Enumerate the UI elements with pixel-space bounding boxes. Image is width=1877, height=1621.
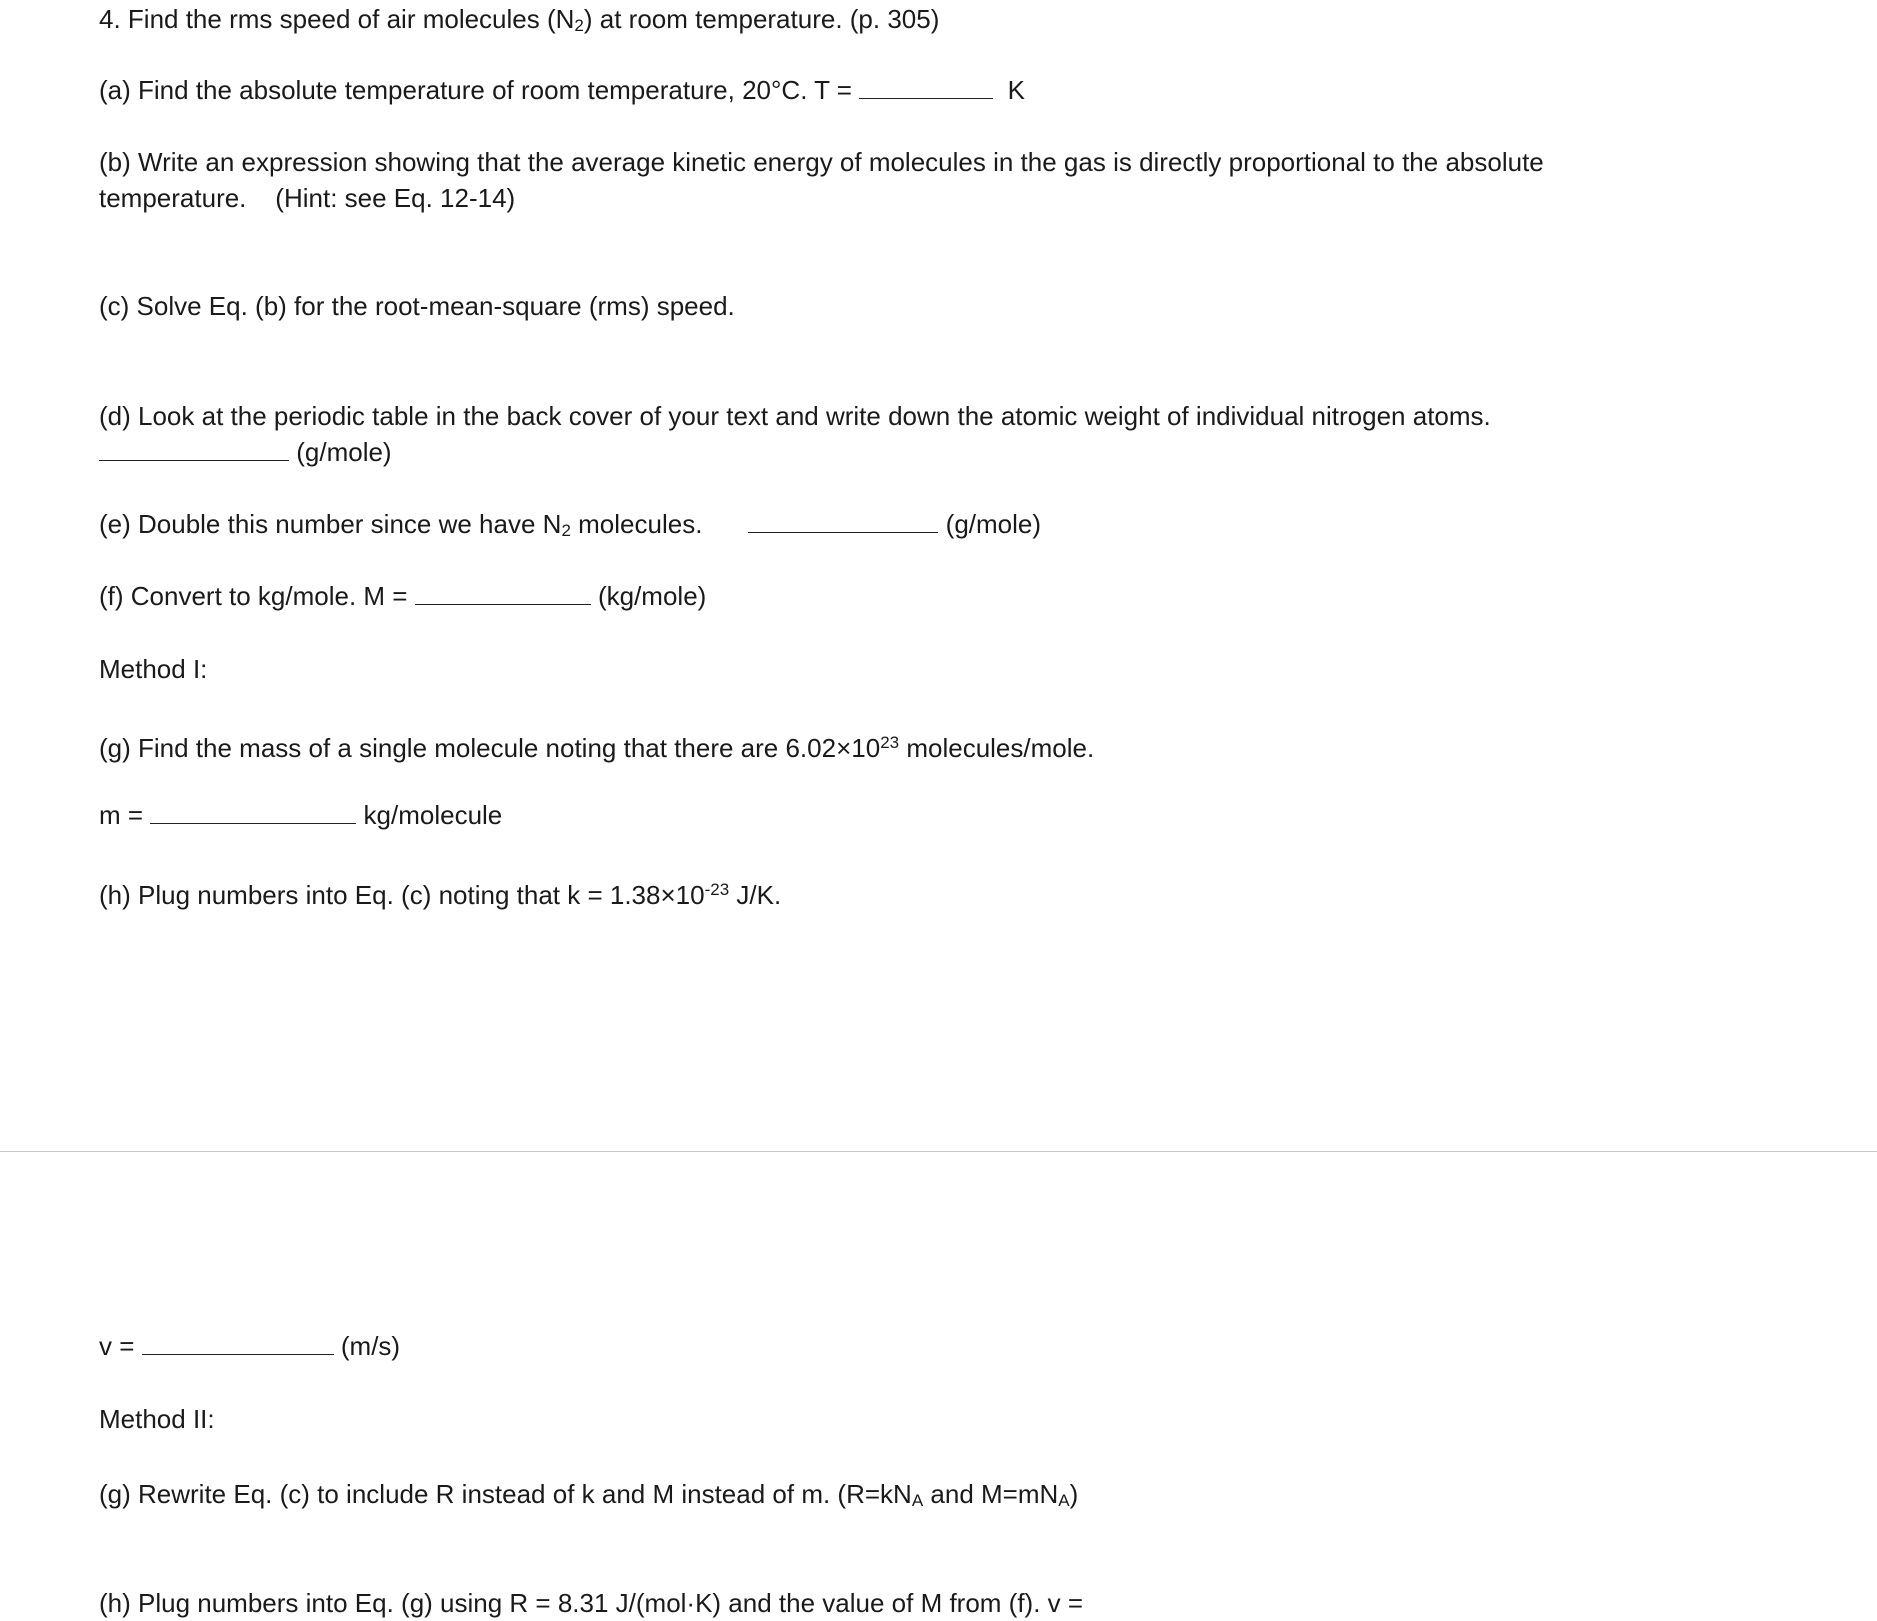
method-1-mass: m = kg/molecule — [99, 800, 503, 830]
answer-blank-molecular-weight[interactable] — [748, 510, 938, 533]
method-2-part-h: (h) Plug numbers into Eq. (g) using R = 8.31 J/(mol·K) and the value of M from (f). v = — [99, 1588, 1084, 1618]
method-1-velocity: v = (m/s) — [99, 1331, 401, 1361]
answer-blank-atomic-weight[interactable] — [99, 438, 289, 461]
part-d-line2: (g/mole) — [99, 434, 392, 470]
part-f: (f) Convert to kg/mole. M = (kg/mole) — [99, 581, 707, 611]
part-d-line1: (d) Look at the periodic table in the back cover of your text and write down the atomic weight of individual nitrogen atoms. — [99, 401, 1491, 431]
question-title: 4. Find the rms speed of air molecules $(N_2)$ at room temperature. (p. 305) — [99, 4, 940, 35]
answer-blank-molar-mass[interactable] — [415, 582, 591, 605]
method-2-heading: Method II: — [99, 1404, 215, 1434]
method-2-part-g: (g) Rewrite Eq. (c) to include R instead of k and M instead of m. ($R=kN_A$ and $M=mN_A$) — [99, 1479, 1079, 1510]
part-a: (a) Find the absolute temperature of room temperature, 20°C. T = K — [99, 75, 1026, 105]
answer-blank-temperature[interactable] — [859, 76, 993, 99]
method-1-heading: Method I: — [99, 654, 208, 684]
method-1-part-h: (h) Plug numbers into Eq. (c) noting that $k = 1.38\times 10^{-23}$ J/K. — [99, 880, 782, 910]
part-b-line2: temperature. (Hint: see Eq. 12-14) — [99, 183, 516, 213]
part-e: (e) Double this number since we have $N_2$ molecules. (g/mole) — [99, 509, 1042, 540]
answer-blank-molecule-mass[interactable] — [150, 801, 356, 824]
answer-blank-velocity-method-1[interactable] — [142, 1332, 334, 1355]
method-1-part-g: (g) Find the mass of a single molecule noting that there are $6.02\times 10^{23}$ molecules/mole. — [99, 733, 1095, 763]
page-divider — [0, 1151, 1877, 1152]
part-c: (c) Solve Eq. (b) for the root-mean-square (rms) speed. — [99, 291, 735, 321]
part-b-line1: (b) Write an expression showing that the average kinetic energy of molecules in the gas is directly proportional to the absolute — [99, 147, 1544, 177]
